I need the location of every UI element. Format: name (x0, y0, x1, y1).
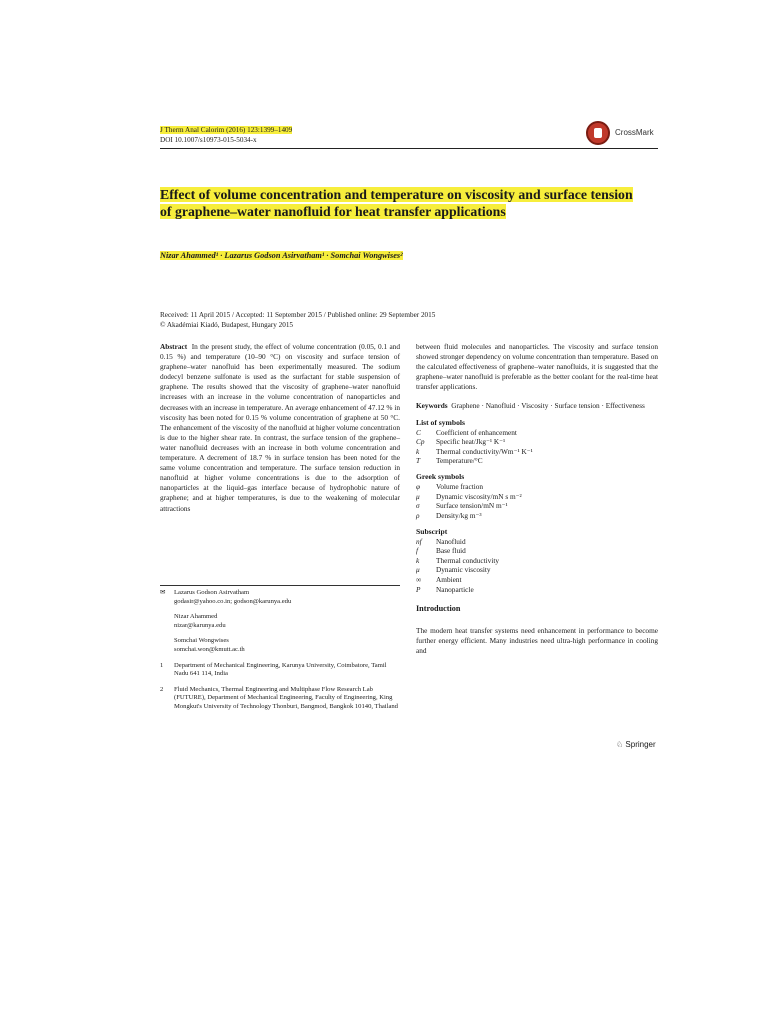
greek-heading: Greek symbols (416, 472, 465, 482)
footnote-rule (160, 585, 400, 586)
keywords-text: Graphene · Nanofluid · Viscosity · Surface tension · Effectiveness (451, 401, 645, 411)
author-list: Nizar Ahammed¹ · Lazarus Godson Asirvatham¹ · Somchai Wongwises² (160, 251, 403, 260)
corresponding-author: Lazarus Godson Asirvatham (174, 589, 250, 596)
subscript-row: nf Nanofluid (416, 536, 466, 546)
author2-name: Nizar Ahammed (174, 613, 218, 621)
journal-citation: J Therm Anal Calorim (2016) 123:1399–1409 (160, 126, 293, 134)
correspondence-footnote (160, 589, 400, 712)
author2-email[interactable]: nizar@karunya.edu (174, 621, 226, 629)
copyright: © Akadémiai Kiadó, Budapest, Hungary 2015 (160, 321, 294, 329)
abstract-label: Abstract (160, 342, 188, 351)
abstract-continued: between fluid molecules and nanoparticles. The viscosity and surface tension showed stronger dependency on volume concentration than temperature. Based on the calculated effectiveness of graphene–water nanofluids, it is suggested that the graphene–water nanofluid is preferable as the better coolant for the real-time heat transfer applications. (416, 342, 658, 392)
doi[interactable]: DOI 10.1007/s10973-015-5034-x (160, 136, 257, 144)
crossmark-badge[interactable] (586, 121, 662, 145)
subscript-row: μ Dynamic viscosity (416, 565, 491, 575)
greek-row: μ Dynamic viscosity/mN s m⁻² (416, 491, 522, 501)
springer-horse-icon: ♘ (616, 740, 624, 749)
header-rule (160, 148, 658, 149)
subscript-row: P Nanoparticle (416, 584, 474, 594)
introduction-text: The modern heat transfer systems need enhancement in performance to become further energy efficient. Many industries need ultra-high performance in cooling and (416, 626, 658, 656)
journal-reference (160, 125, 292, 145)
publisher-logo (616, 740, 656, 749)
envelope-icon: ✉ (160, 589, 166, 596)
crossmark-label: CrossMark (615, 128, 654, 137)
article-dates (160, 310, 435, 330)
subscript-row: f Base fluid (416, 546, 466, 556)
subscript-row: k Thermal conductivity (416, 555, 500, 565)
greek-row: φ Volume fraction (416, 482, 484, 492)
author3-name: Somchai Wongwises (174, 637, 229, 645)
greek-row: σ Surface tension/mN m⁻¹ (416, 501, 508, 511)
introduction-heading: Introduction (416, 604, 461, 614)
abstract-column-1 (160, 342, 400, 514)
symbol-row: Cp Specific heat/Jkg⁻¹ K⁻¹ (416, 437, 506, 447)
abstract-text: In the present study, the effect of volume concentration (0.05, 0.1 and 0.15 %) and temperature (10–90 °C) on viscosity and surface tension of graphene–water nanofluid has been experimentally measured. The sodium dodecyl benzene sulfonate is used as the surfactant for stable suspension of graphene. The results showed that the viscosity of graphene–water nanofluid increases with an increase in the volume concentration of nanoparticles and decreases with an increase in temperature. An average enhancement of 47.12 % in viscosity has been noted for 0.15 % volume concentration of graphene at 50 °C. The enhancement of the viscosity of the nanofluid at higher volume concentration is due to the higher shear rate. In contrast, the surface tension of the graphene–water nanofluid decreases with an increase in both volume concentration and temperature. A decrement of 18.7 % in surface tension has been noted for the same volume concentration and temperature. The surface tension reduction in nanofluid at higher volume concentrations is due to the adsorption of nanoparticles at the liquid–gas interface because of hydrophobic nature of graphene; and at higher temperatures, is due to the weakening of molecular attractions (160, 342, 400, 513)
keywords (416, 401, 658, 411)
affiliation-1: 1 Department of Mechanical Engineering, Karunya University, Coimbatore, Tamil Nadu 641 114, India (160, 661, 387, 678)
affiliation-2: 2 Fluid Mechanics, Thermal Engineering and Multiphase Flow Research Lab (FUTURE), Department of Mechanical Engineering, Faculty of Engineering, King Mongkut's University of Technology Thonburi, Bangmod, Bangkok 10140, Thailand (160, 685, 398, 710)
publisher-name: Springer (625, 740, 656, 749)
article-title: Effect of volume concentration and temperature on viscosity and surface tension of graphene–water nanofluid for heat transfer applications (160, 187, 633, 219)
greek-row: ρ Density/kg m⁻³ (416, 510, 482, 520)
subscript-row: ∞ Ambient (416, 574, 462, 584)
corresponding-email[interactable]: godasir@yahoo.co.in; godson@karunya.edu (174, 597, 292, 605)
symbol-row: T Temperature/°C (416, 456, 483, 466)
symbol-row: k Thermal conductivity/Wm⁻¹ K⁻¹ (416, 446, 533, 456)
right-column (416, 342, 658, 657)
subscript-heading: Subscript (416, 526, 448, 536)
keywords-label: Keywords (416, 401, 448, 411)
author3-email[interactable]: somchai.won@kmutt.ac.th (174, 645, 245, 653)
symbol-row: C Coefficient of enhancement (416, 427, 517, 437)
symbols-heading: List of symbols (416, 417, 465, 427)
crossmark-icon (586, 121, 610, 145)
publication-history: Received: 11 April 2015 / Accepted: 11 September 2015 / Published online: 29 September 2015 (160, 311, 436, 319)
